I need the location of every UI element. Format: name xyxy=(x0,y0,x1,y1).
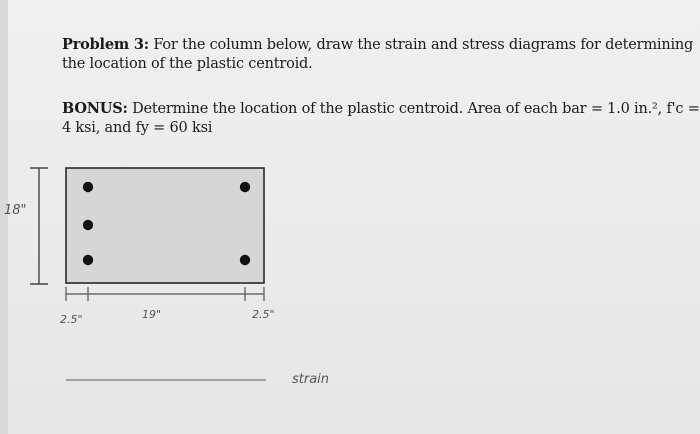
height-dimension-line xyxy=(30,168,48,284)
width-dimension-lines xyxy=(66,287,264,301)
rebar-top-left xyxy=(83,182,93,192)
rebar-bottom-right xyxy=(240,255,250,265)
bonus-heading: BONUS: xyxy=(62,100,128,117)
right-cover-label: 2.5" xyxy=(252,308,275,321)
strain-label: strain xyxy=(292,372,330,387)
rebar-top-right xyxy=(240,182,250,192)
middle-spacing-label: 19" xyxy=(142,308,162,321)
rebar-bottom-left xyxy=(83,255,93,265)
bonus-statement-line2: 4 ksi, and fy = 60 ksi xyxy=(62,120,213,136)
problem-heading: Problem 3: xyxy=(62,36,149,53)
problem-text-1: For the column below, draw the strain and stress diagrams for determining xyxy=(148,37,694,53)
left-cover-label: 2.5" xyxy=(60,313,83,326)
column-cross-section xyxy=(66,168,264,283)
problem-statement-line2: the location of the plastic centroid. xyxy=(62,56,313,72)
height-dimension-label: 18" xyxy=(4,203,27,218)
bonus-text-1: Determine the location of the plastic centroid. Area of each bar = 1.0 in.², f'c = xyxy=(127,101,700,117)
rebar-mid-left xyxy=(83,220,93,230)
